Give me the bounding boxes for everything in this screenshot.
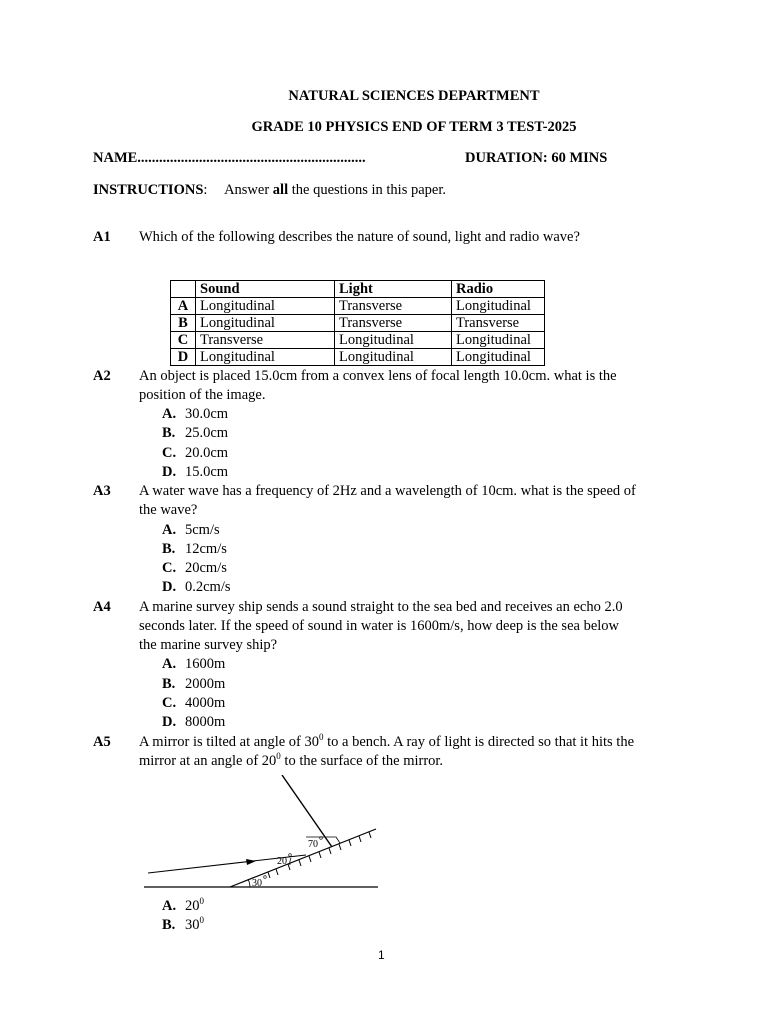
option-letter: A. — [162, 522, 177, 538]
mirror-ray-diagram — [140, 775, 385, 893]
option-letter: D. — [162, 464, 177, 480]
option-a2-b — [162, 425, 228, 442]
row-label: B — [171, 315, 196, 332]
table-row — [171, 298, 545, 315]
option-a2-c — [162, 445, 228, 462]
degree-superscript: 0 — [199, 896, 204, 907]
option-a3-d — [162, 579, 231, 596]
instructions-label: INSTRUCTIONS — [93, 182, 204, 198]
test-title: GRADE 10 PHYSICS END OF TERM 3 TEST-2025 — [251, 119, 577, 135]
row-label: D — [171, 349, 196, 366]
table-cell: Transverse — [196, 332, 335, 349]
question-text-a4-line1: A marine survey ship sends a sound straight to the sea bed and receives an echo 2.0 — [139, 599, 623, 615]
angle-arc-30 — [248, 879, 250, 887]
option-text: 0.2cm/s — [185, 579, 231, 595]
text-segment: to the surface of the mirror. — [280, 753, 444, 769]
option-text: 20cm/s — [185, 560, 227, 576]
option-letter: A. — [162, 898, 177, 914]
text-segment: A mirror is tilted at angle of 30 — [139, 734, 320, 750]
option-text: 30 — [185, 917, 200, 933]
table-row — [171, 315, 545, 332]
text-segment: to a bench. A ray of light is directed so that it hits the — [323, 734, 634, 750]
option-a4-b — [162, 676, 225, 693]
option-text: 15.0cm — [185, 464, 229, 480]
degree-mark — [289, 854, 292, 857]
table-cell: Longitudinal — [452, 332, 545, 349]
option-text: 20 — [185, 898, 200, 914]
option-text: 8000m — [185, 714, 226, 730]
table-cell: Longitudinal — [452, 298, 545, 315]
option-a4-c — [162, 695, 225, 712]
option-text: 2000m — [185, 676, 226, 692]
question-text-a4-line3: the marine survey ship? — [139, 637, 278, 653]
option-a2-a — [162, 406, 228, 423]
option-a5-b — [162, 917, 204, 934]
option-a5-a — [162, 898, 204, 915]
angle-label-70: 70 — [308, 839, 318, 850]
ray-arrow-icon — [246, 859, 256, 865]
table-cell: Transverse — [335, 315, 452, 332]
option-letter: B. — [162, 676, 176, 692]
table-header-radio: Radio — [452, 281, 545, 298]
option-letter: A. — [162, 656, 177, 672]
degree-superscript: 0 — [319, 732, 324, 743]
option-text: 12cm/s — [185, 541, 227, 557]
angle-label-30: 30 — [252, 878, 262, 889]
question-text-a2-line1: An object is placed 15.0cm from a convex lens of focal length 10.0cm. what is the — [139, 368, 617, 384]
table-cell: Transverse — [335, 298, 452, 315]
option-text: 20.0cm — [185, 445, 229, 461]
option-letter: D. — [162, 579, 177, 595]
option-text: 30.0cm — [185, 406, 229, 422]
table-header-sound: Sound — [196, 281, 335, 298]
instructions — [93, 182, 446, 199]
table-cell: Longitudinal — [196, 349, 335, 366]
option-a3-b — [162, 541, 227, 558]
option-letter: C. — [162, 560, 177, 576]
option-a3-c — [162, 560, 227, 577]
option-a4-d — [162, 714, 225, 731]
table-header-light: Light — [335, 281, 452, 298]
option-letter: B. — [162, 917, 176, 933]
page-number: 1 — [378, 948, 385, 962]
instructions-text-pre: Answer — [224, 182, 273, 198]
question-text-a1: Which of the following describes the nature of sound, light and radio wave? — [139, 229, 580, 245]
option-letter: B. — [162, 541, 176, 557]
instructions-colon: : — [203, 182, 208, 198]
department-heading: NATURAL SCIENCES DEPARTMENT — [288, 88, 540, 104]
option-letter: C. — [162, 445, 177, 461]
degree-mark — [264, 876, 267, 879]
text-segment: mirror at an angle of 20 — [139, 753, 277, 769]
option-text: 25.0cm — [185, 425, 229, 441]
duration-label: DURATION: 60 MINS — [465, 150, 608, 166]
question-text-a3-line2: the wave? — [139, 502, 198, 518]
degree-superscript: 0 — [199, 915, 204, 926]
question-text-a2-line2: position of the image. — [139, 387, 266, 403]
question-number-a5: A5 — [93, 734, 111, 750]
question-number-a2: A2 — [93, 368, 111, 384]
question-number-a4: A4 — [93, 599, 111, 615]
table-header-row — [171, 281, 545, 298]
degree-superscript: 0 — [276, 751, 281, 762]
option-letter: A. — [162, 406, 177, 422]
option-text: 1600m — [185, 656, 226, 672]
question-number-a1: A1 — [93, 229, 111, 245]
instructions-text-post: the questions in this paper. — [288, 182, 446, 198]
table-cell: Longitudinal — [452, 349, 545, 366]
option-letter: B. — [162, 425, 176, 441]
question-text-a5-line1 — [139, 734, 634, 751]
question-text-a4-line2: seconds later. If the speed of sound in water is 1600m/s, how deep is the sea below — [139, 618, 620, 634]
option-text: 4000m — [185, 695, 226, 711]
table-cell: Longitudinal — [335, 332, 452, 349]
option-a4-a — [162, 656, 225, 673]
table-corner-cell — [171, 281, 196, 298]
option-a3-a — [162, 522, 220, 539]
angle-label-20: 20 — [277, 856, 287, 867]
option-text: 5cm/s — [185, 522, 220, 538]
answer-table-a1 — [170, 280, 545, 366]
table-cell: Longitudinal — [196, 298, 335, 315]
row-label: C — [171, 332, 196, 349]
row-label: A — [171, 298, 196, 315]
option-a2-d — [162, 464, 228, 481]
table-row — [171, 332, 545, 349]
instructions-text-bold: all — [272, 182, 289, 198]
mirror-hatching — [268, 832, 371, 878]
option-letter: D. — [162, 714, 177, 730]
option-letter: C. — [162, 695, 177, 711]
question-text-a3-line1: A water wave has a frequency of 2Hz and a wavelength of 10cm. what is the speed of — [139, 483, 636, 499]
question-text-a5-line2 — [139, 753, 443, 770]
reflected-ray — [282, 775, 332, 847]
table-row — [171, 349, 545, 366]
table-cell: Longitudinal — [196, 315, 335, 332]
name-field: NAME............................................................... — [93, 150, 366, 166]
table-cell: Longitudinal — [335, 349, 452, 366]
table-cell: Transverse — [452, 315, 545, 332]
question-number-a3: A3 — [93, 483, 111, 499]
angle-arc-20 — [290, 858, 291, 865]
